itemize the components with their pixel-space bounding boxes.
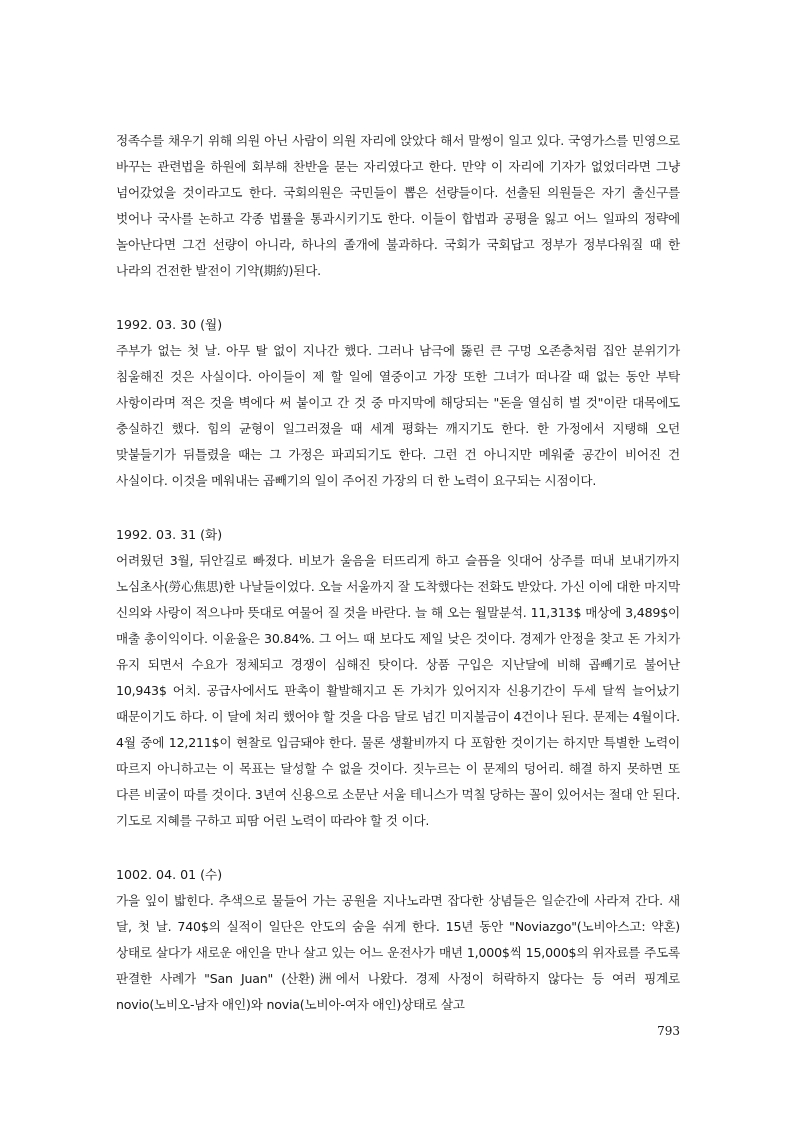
page-number: 793	[657, 1024, 680, 1038]
entry-text: 주부가 없는 첫 날. 아무 탈 없이 지나간 했다. 그러나 남극에 뚫린 큰 구멍 오존층처럼 집안 분위기가 침울해진 것은 사실이다. 아이들이 제 할 일에 열중이고 가장 또한 그녀가 떠나갈 때 없는 동안 부탁 사항이라며 적은 것을 벽에다 써 붙이고 간 것 중 마지막에 해당되는 "돈을 열심히 벌 것"이란 대목에도 충실하긴 했다. 힘의 균형이 일그러졌을 때 세계 평화는 깨지기도 한다. 한 가정에서 지탱해 오던 맞붙들기가 뒤틀렸을 때는 그 가정은 파괴되기도 한다. 그런 건 아니지만 메워줄 공간이 비어진 건 사실이다. 이것을 메워내는 곱빼기의 일이 주어진 가장의 더 한 노력이 요구되는 시점이다.	[116, 343, 680, 488]
spacer	[116, 284, 680, 312]
spacer	[116, 834, 680, 862]
entry-text: 가을 잎이 밟힌다. 추색으로 물들어 가는 공원을 지나노라면 잡다한 상념들은 일순간에 사라져 간다. 새 달, 첫 날. 740$의 실적이 일단은 안도의 숨을 쉬게 한다. 15년 동안 "Noviazgo"(노비아스고: 약혼) 상태로 살다가 새로운 애인을 만나 살고 있는 어느 운전사가 매년 1,000$씩 15,000$의 위자료를 주도록 판결한 사례가 "San Juan" (산환)洲에서 나왔다. 경제 사정이 허락하지 않다는 등 여러 핑계로 novio(노비오-남자 애인)와 novia(노비아-여자 애인)상태로 살고	[116, 893, 680, 1012]
diary-entry	[116, 522, 680, 834]
intro-paragraph: 정족수를 채우기 위해 의원 아닌 사람이 의원 자리에 앉았다 해서 말썽이 일고 있다. 국영가스를 민영으로 바꾸는 관련법을 하원에 회부해 찬반을 묻는 자리였다고 한다. 만약 이 자리에 기자가 없었더라면 그냥 넘어갔었을 것이라고도 한다. 국회의원은 국민들이 뽑은 선량들이다. 선출된 의원들은 자기 출신구를 벗어나 국사를 논하고 각종 법률을 통과시키기도 한다. 이들이 합법과 공평을 잃고 어느 일파의 정략에 놀아난다면 그건 선량이 아니라, 하나의 졸개에 불과하다. 국회가 국회답고 정부가 정부다워질 때 한 나라의 건전한 발전이 기약(期約)된다.	[116, 133, 680, 278]
entry-date: 1002. 04. 01 (수)	[116, 867, 223, 882]
entry-text: 어려웠던 3월, 뒤안길로 빠졌다. 비보가 울음을 터뜨리게 하고 슬픔을 잇대어 상주를 떠내 보내기까지 노심초사(勞心焦思)한 나날들이었다. 오늘 서울까지 잘 도착했다는 전화도 받았다. 가신 이에 대한 마지막 신의와 사랑이 적으나마 뜻대로 여물어 질 것을 바란다. 늘 해 오는 월말분석. 11,313$ 매상에 3,489$이 매출 총이익이다. 이윤율은 30.84%. 그 어느 때 보다도 제일 낮은 것이다. 경제가 안정을 찾고 돈 가치가 유지 되면서 수요가 정체되고 경쟁이 심해진 탓이다. 상품 구입은 지난달에 비해 곱빼기로 불어난 10,943$ 어치. 공급사에서도 판촉이 활발해지고 돈 가치가 있어지자 신용기간이 두세 달씩 늘어났기 때문이기도 하다. 이 달에 처리 했어야 할 것을 다음 달로 넘긴 미지불금이 4건이나 된다. 문제는 4월이다. 4월 중에 12,211$이 현찰로 입금돼야 한다. 물론 생활비까지 다 포함한 것이기는 하지만 특별한 노력이 따르지 아니하고는 이 목표는 달성할 수 없을 것이다. 짓누르는 이 문제의 덩어리. 해결 하지 못하면 또 다른 비굴이 따를 것이다. 3년여 신용으로 소문난 서울 테니스가 먹칠 당하는 꼴이 있어서는 절대 안 된다. 기도로 지혜를 구하고 피땀 어린 노력이 따라야 할 것 이다.	[116, 553, 680, 828]
document-body	[116, 128, 680, 1018]
entry-date: 1992. 03. 31 (화)	[116, 527, 223, 542]
spacer	[116, 494, 680, 522]
entry-date: 1992. 03. 30 (월)	[116, 317, 223, 332]
diary-entry	[116, 862, 680, 1018]
diary-entry	[116, 312, 680, 494]
